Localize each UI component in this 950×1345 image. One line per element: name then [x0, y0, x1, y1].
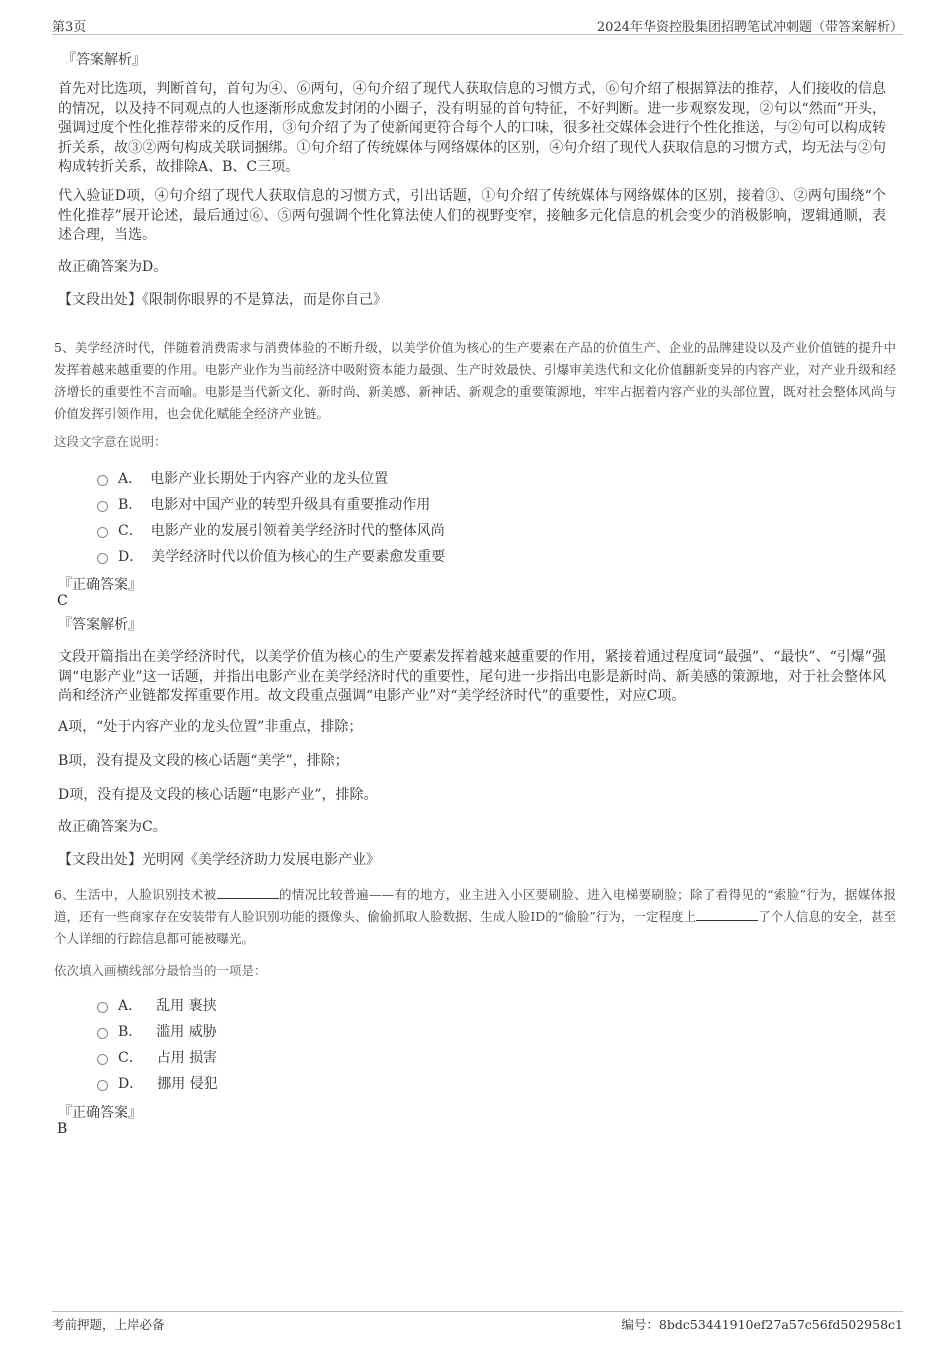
- q5-stem: 5、美学经济时代，伴随着消费需求与消费体验的不断升级，以美学价值为核心的生产要素在产品的价值生产、企业的品牌建设以及产业价值链的提升中发挥着越来越重要的作用。电影产业作为当前经济中吸附资本能力最强、生产时效最快、引爆审美迭代和文化价值翻新变异的内容产业，对产业升级和经济增长的重要性不言而喻。电影是当代新文化、新时尚、新美感、新神话、新观念的重要策源地，牢牢占据着内容产业的头部位置，既对社会整体风尚与价值发挥引领作用，也会优化赋能全经济产业链。: [54, 340, 896, 421]
- q6-option-b[interactable]: B． 滥用 威胁: [97, 1021, 218, 1041]
- q4-analysis-p1: 首先对比选项，判断首句，首句为④、⑥两句，④句介绍了现代人获取信息的习惯方式，⑥句介绍了根据算法的推荐，人们接收的信息的情况，以及持不同观点的人也逐渐形成愈发封闭的小圈子，没有明显的首句特征，不好判断。进一步观察发现，②句以“然而”开头，强调过度个性化推荐带来的反作用，③句介绍了为了使新闻更符合每个人的口味，很多社交媒体会进行个性化推送，与②句可以构成转折关系，故③②两句构成关联词捆绑。①句介绍了传统媒体与网络媒体的区别，④句介绍了现代人获取信息的习惯方式，均无法与②句构成转折关系，故排除A、B、C三项。: [58, 81, 886, 175]
- radio-icon[interactable]: [97, 1002, 108, 1013]
- q6-options: [97, 995, 218, 1093]
- radio-icon[interactable]: [97, 1054, 108, 1065]
- q5-answer-label: 『正确答案』: [58, 577, 142, 593]
- q5-source: 【文段出处】光明网《美学经济助力发展电影产业》: [58, 852, 380, 868]
- document-title: 2024年华资控股集团招聘笔试冲刺题（带答案解析）: [596, 20, 903, 35]
- q5-analysis-p1: 文段开篇指出在美学经济时代，以美学价值为核心的生产要素发挥着越来越重要的作用，紧接着通过程度词“最强”、“最快”、“引爆”强调“电影产业”这一话题，并指出电影产业在美学经济时代的重要性，尾句进一步指出电影是新时尚、新美感的策源地，对于社会整体风尚和经济产业链都发挥重要作用。故文段重点强调“电影产业”对“美学经济时代”的重要性，对应C项。: [58, 649, 886, 704]
- radio-icon[interactable]: [97, 527, 108, 538]
- radio-icon[interactable]: [97, 501, 108, 512]
- q6-option-a[interactable]: A． 乱用 裹挟: [97, 995, 218, 1015]
- q5-option-a[interactable]: A． 电影产业长期处于内容产业的龙头位置: [97, 468, 445, 488]
- q4-analysis-p2: 代入验证D项，④句介绍了现代人获取信息的习惯方式，引出话题，①句介绍了传统媒体与网络媒体的区别，接着③、②两句围绕“个性化推荐”展开论述，最后通过⑥、⑤两句强调个性化算法使人们的视野变窄，接触多元化信息的机会变少的消极影响，逻辑通顺，表述合理，当选。: [58, 188, 886, 243]
- page-footer: [52, 1311, 903, 1334]
- fill-blank-1: [217, 886, 279, 899]
- q6-ask: 依次填入画横线部分最恰当的一项是：: [54, 963, 267, 978]
- q6-option-d[interactable]: D． 挪用 侵犯: [97, 1073, 218, 1093]
- document-id: 编号：8bdc53441910ef27a57c56fd502958c1: [621, 1317, 903, 1332]
- q5-conclusion: 故正确答案为C。: [58, 819, 167, 835]
- page-header: [52, 14, 903, 35]
- q6-answer-label: 『正确答案』: [58, 1105, 142, 1121]
- q5-option-d[interactable]: D． 美学经济时代以价值为核心的生产要素愈发重要: [97, 546, 445, 566]
- q6-answer: B: [57, 1121, 68, 1137]
- q5-analysis-label: 『答案解析』: [58, 617, 142, 633]
- q4-source: 【文段出处】《限制你眼界的不是算法，而是你自己》: [58, 292, 387, 308]
- radio-icon[interactable]: [97, 1080, 108, 1091]
- radio-icon[interactable]: [97, 475, 108, 486]
- q5-option-b[interactable]: B． 电影对中国产业的转型升级具有重要推动作用: [97, 494, 445, 514]
- footer-slogan: 考前押题，上岸必备: [52, 1317, 165, 1332]
- q5-option-c[interactable]: C． 电影产业的发展引领着美学经济时代的整体风尚: [97, 520, 445, 540]
- q6-stem: 6、生活中，人脸识别技术被 的情况比较普遍——有的地方，业主进入小区要刷脸、进入电梯要刷脸；除了看得见的“索脸”行为，据媒体报道，还有一些商家存在安装带有人脸识别功能的摄像头、偷偷抓取人脸数据、生成人脸ID的“偷脸”行为，一定程度上 了个人信息的安全，甚至个人详细的行踪信息都可能被曝光。: [54, 887, 896, 946]
- page-number: 第3页: [52, 20, 87, 35]
- q5-analysis-a: A项，“处于内容产业的龙头位置”非重点，排除；: [58, 719, 363, 735]
- q5-analysis-d: D项，没有提及文段的核心话题“电影产业”，排除。: [58, 787, 378, 803]
- fill-blank-2: [696, 908, 758, 921]
- q5-answer: C: [57, 593, 68, 609]
- q5-analysis-b: B项，没有提及文段的核心话题“美学”，排除；: [58, 753, 349, 769]
- q5-ask: 这段文字意在说明：: [54, 434, 167, 449]
- radio-icon[interactable]: [97, 1028, 108, 1039]
- q6-option-c[interactable]: C． 占用 损害: [97, 1047, 218, 1067]
- q4-analysis-label: 『答案解析』: [62, 52, 146, 68]
- q5-options: [97, 468, 445, 566]
- radio-icon[interactable]: [97, 553, 108, 564]
- q4-conclusion: 故正确答案为D。: [58, 259, 168, 275]
